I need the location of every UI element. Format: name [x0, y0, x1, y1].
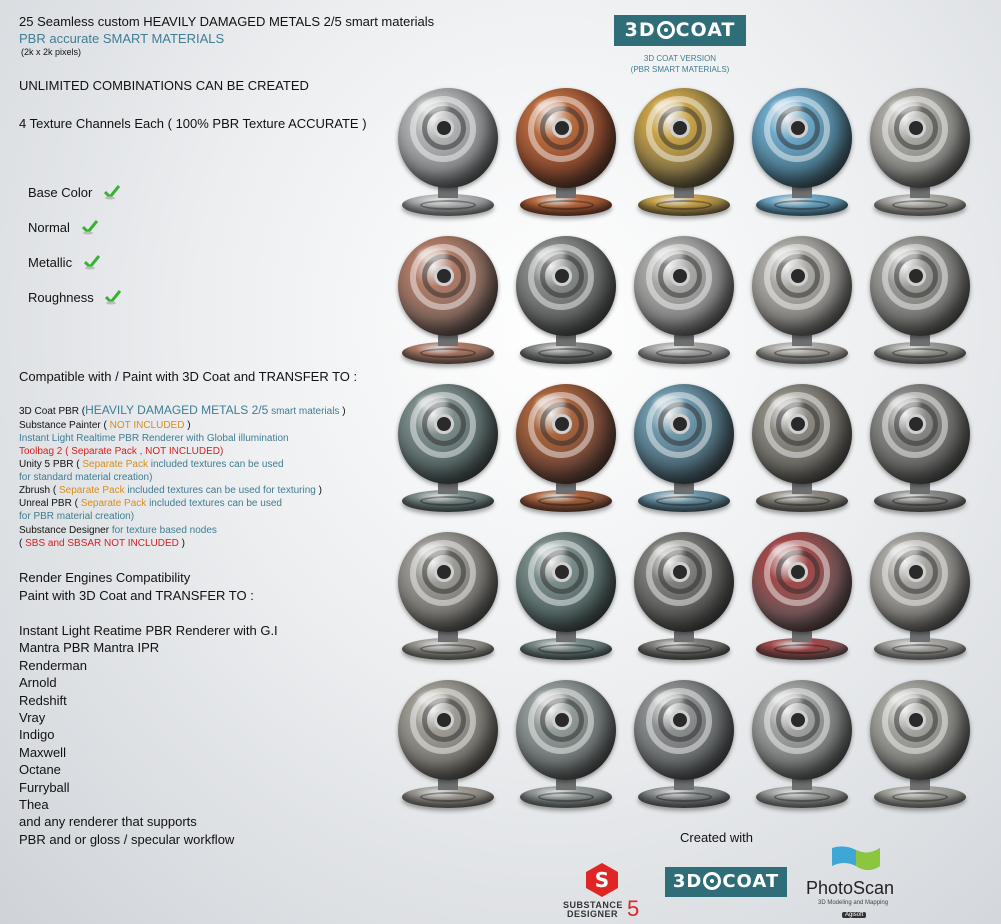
- substance-designer-logo: S SUBSTANCE DESIGNER 5: [563, 862, 643, 918]
- compat-toolbag: Toolbag 2 ( Separate Pack , NOT INCLUDED): [19, 446, 224, 457]
- sphere-spec: [772, 692, 802, 706]
- combinations-text: UNLIMITED COMBINATIONS CAN BE CREATED: [19, 78, 309, 93]
- sphere-spec: [654, 396, 684, 410]
- renderer-item: Maxwell: [19, 744, 66, 760]
- material-sphere: [508, 80, 626, 228]
- material-sphere: [626, 376, 744, 524]
- sphere-base-slot: [892, 496, 948, 506]
- sphere-spec: [654, 248, 684, 262]
- render-subheading: Paint with 3D Coat and TRANSFER TO :: [19, 588, 254, 603]
- sphere-hole: [906, 414, 926, 434]
- renderer-item: Mantra PBR Mantra IPR: [19, 640, 160, 656]
- sphere-ball: [752, 532, 852, 632]
- sphere-ball: [752, 384, 852, 484]
- material-sphere: [508, 672, 626, 820]
- 3dcoat-footer-logo: 3D COAT: [665, 867, 787, 897]
- sphere-spec: [654, 544, 684, 558]
- sphere-hole: [670, 562, 690, 582]
- 3dcoat-logo: 3D COAT: [614, 15, 746, 46]
- sphere-hole: [788, 710, 808, 730]
- compat-substance-painter: Substance Painter ( NOT INCLUDED ): [19, 420, 191, 431]
- sphere-hole: [788, 414, 808, 434]
- sphere-ball: [516, 532, 616, 632]
- sphere-ball: [398, 532, 498, 632]
- material-sphere: [626, 672, 744, 820]
- material-sphere: [508, 228, 626, 376]
- renderer-item: Vray: [19, 710, 46, 726]
- material-sphere: [390, 80, 508, 228]
- compat-sbs-note: ( SBS and SBSAR NOT INCLUDED ): [19, 538, 185, 549]
- material-sphere: [862, 228, 980, 376]
- sphere-base-slot: [538, 348, 594, 358]
- material-sphere: [390, 376, 508, 524]
- material-sphere: [744, 524, 862, 672]
- renderer-item: and any renderer that supports: [19, 814, 197, 830]
- material-sphere: [744, 228, 862, 376]
- renderer-item: Arnold: [19, 675, 57, 691]
- sphere-base-slot: [656, 792, 712, 802]
- photoscan-flag-icon: [830, 844, 882, 870]
- compat-substance-designer: Substance Designer for texture based nodes: [19, 525, 217, 536]
- sphere-base-slot: [538, 644, 594, 654]
- material-sphere: [744, 80, 862, 228]
- sphere-ball: [634, 236, 734, 336]
- sphere-hole: [670, 118, 690, 138]
- channel-metallic: Metallic: [28, 254, 100, 270]
- sphere-base-slot: [656, 496, 712, 506]
- sphere-spec: [654, 100, 684, 114]
- material-sphere: [862, 80, 980, 228]
- sphere-base-slot: [420, 200, 476, 210]
- sphere-spec: [418, 692, 448, 706]
- sphere-hole: [670, 266, 690, 286]
- material-sphere: [862, 524, 980, 672]
- photoscan-logo: PhotoScan 3D Modeling and Mapping Agisoft: [806, 842, 906, 922]
- sphere-hole: [434, 710, 454, 730]
- sphere-ball: [752, 236, 852, 336]
- renderer-item: Octane: [19, 762, 61, 778]
- sphere-base-slot: [774, 348, 830, 358]
- svg-text:S: S: [594, 868, 610, 892]
- sphere-ball: [398, 236, 498, 336]
- sphere-ball: [634, 532, 734, 632]
- checkmark-icon: [82, 219, 98, 235]
- sphere-ball: [398, 680, 498, 780]
- resolution-note: (2k x 2k pixels): [21, 47, 82, 57]
- renderer-item: Redshift: [19, 692, 67, 708]
- sphere-ball: [634, 88, 734, 188]
- checkmark-icon: [105, 289, 121, 305]
- sphere-ball: [516, 680, 616, 780]
- sphere-base-slot: [538, 496, 594, 506]
- render-heading: Render Engines Compatibility: [19, 570, 191, 585]
- renderer-item: Renderman: [19, 657, 87, 673]
- material-preview-grid: [390, 80, 980, 820]
- sphere-ball: [398, 88, 498, 188]
- sphere-spec: [890, 396, 920, 410]
- renderer-item: Furryball: [19, 779, 70, 795]
- material-sphere: [390, 228, 508, 376]
- sphere-base-slot: [420, 792, 476, 802]
- material-sphere: [626, 228, 744, 376]
- product-subtitle: PBR accurate SMART MATERIALS: [19, 31, 225, 46]
- sphere-spec: [536, 396, 566, 410]
- sphere-ball: [870, 680, 970, 780]
- sphere-ball: [870, 384, 970, 484]
- channels-heading: 4 Texture Channels Each ( 100% PBR Texture ACCURATE ): [19, 116, 367, 131]
- sphere-base-slot: [538, 200, 594, 210]
- sphere-ball: [634, 384, 734, 484]
- sphere-hole: [906, 266, 926, 286]
- sphere-spec: [772, 248, 802, 262]
- sphere-base-slot: [892, 200, 948, 210]
- material-sphere: [744, 376, 862, 524]
- sphere-spec: [772, 100, 802, 114]
- sphere-hole: [906, 118, 926, 138]
- material-sphere: [862, 376, 980, 524]
- sphere-ball: [634, 680, 734, 780]
- channel-normal: Normal: [28, 219, 98, 235]
- sphere-hole: [434, 266, 454, 286]
- sphere-hole: [552, 710, 572, 730]
- sphere-base-slot: [892, 644, 948, 654]
- sphere-ball: [870, 532, 970, 632]
- compat-unity-note: for standard material creation): [19, 472, 153, 483]
- sphere-ball: [398, 384, 498, 484]
- sphere-base-slot: [774, 792, 830, 802]
- substance-hexagon-icon: [585, 862, 619, 898]
- channel-roughness: Roughness: [28, 289, 121, 305]
- sphere-hole: [788, 118, 808, 138]
- sphere-spec: [772, 396, 802, 410]
- compat-heading: Compatible with / Paint with 3D Coat and TRANSFER TO :: [19, 369, 358, 384]
- material-sphere: [390, 524, 508, 672]
- renderer-list: [19, 622, 278, 848]
- sphere-spec: [890, 544, 920, 558]
- material-sphere: [508, 524, 626, 672]
- sphere-hole: [434, 414, 454, 434]
- sphere-hole: [670, 710, 690, 730]
- channel-base-color: Base Color: [28, 184, 120, 200]
- material-sphere: [862, 672, 980, 820]
- sphere-hole: [552, 266, 572, 286]
- sphere-hole: [434, 118, 454, 138]
- renderer-item: Indigo: [19, 727, 55, 743]
- sphere-base-slot: [774, 644, 830, 654]
- sphere-ball: [516, 384, 616, 484]
- created-with-label: Created with: [680, 830, 753, 845]
- sphere-spec: [890, 248, 920, 262]
- material-sphere: [744, 672, 862, 820]
- sphere-ball: [516, 236, 616, 336]
- 3dcoat-version-caption: 3D COAT VERSION (PBR SMART MATERIALS): [630, 54, 730, 74]
- sphere-base-slot: [656, 348, 712, 358]
- compat-unreal-note: for PBR material creation): [19, 511, 135, 522]
- renderer-item: PBR and or gloss / specular workflow: [19, 831, 235, 847]
- sphere-base-slot: [420, 348, 476, 358]
- sphere-hole: [434, 562, 454, 582]
- product-title: 25 Seamless custom HEAVILY DAMAGED METALS 2/5 smart materials: [19, 14, 435, 29]
- sphere-base-slot: [892, 348, 948, 358]
- sphere-base-slot: [774, 496, 830, 506]
- coat-logo-icon: [657, 21, 675, 39]
- sphere-base-slot: [656, 200, 712, 210]
- compat-unity: Unity 5 PBR ( Separate Pack included textures can be used: [19, 459, 284, 470]
- sphere-spec: [536, 100, 566, 114]
- sphere-hole: [552, 562, 572, 582]
- sphere-spec: [418, 396, 448, 410]
- material-sphere: [390, 672, 508, 820]
- sphere-spec: [654, 692, 684, 706]
- compat-unreal: Unreal PBR ( Separate Pack included textures can be used: [19, 498, 282, 509]
- sphere-base-slot: [538, 792, 594, 802]
- sphere-hole: [906, 562, 926, 582]
- sphere-spec: [772, 544, 802, 558]
- sphere-spec: [536, 692, 566, 706]
- sphere-base-slot: [656, 644, 712, 654]
- material-sphere: [626, 80, 744, 228]
- checkmark-icon: [104, 184, 120, 200]
- sphere-spec: [890, 692, 920, 706]
- coat-logo-icon: [703, 872, 721, 890]
- sphere-spec: [418, 100, 448, 114]
- sphere-ball: [870, 236, 970, 336]
- sphere-spec: [536, 544, 566, 558]
- sphere-hole: [788, 266, 808, 286]
- sphere-ball: [752, 680, 852, 780]
- sphere-base-slot: [420, 644, 476, 654]
- sphere-spec: [418, 248, 448, 262]
- checkmark-icon: [84, 254, 100, 270]
- compat-instant-light: Instant Light Realtime PBR Renderer with Global illumination: [19, 433, 289, 444]
- sphere-ball: [870, 88, 970, 188]
- sphere-spec: [536, 248, 566, 262]
- sphere-spec: [418, 544, 448, 558]
- sphere-ball: [516, 88, 616, 188]
- material-sphere: [508, 376, 626, 524]
- compat-zbrush: Zbrush ( Separate Pack included textures can be used for texturing ): [19, 485, 322, 496]
- sphere-hole: [552, 118, 572, 138]
- material-sphere: [626, 524, 744, 672]
- sphere-base-slot: [892, 792, 948, 802]
- sphere-hole: [788, 562, 808, 582]
- renderer-item: Thea: [19, 797, 49, 813]
- sphere-spec: [890, 100, 920, 114]
- sphere-base-slot: [420, 496, 476, 506]
- sphere-base-slot: [774, 200, 830, 210]
- sphere-hole: [906, 710, 926, 730]
- renderer-item: Instant Light Reatime PBR Renderer with G.I: [19, 623, 278, 638]
- sphere-hole: [670, 414, 690, 434]
- sphere-hole: [552, 414, 572, 434]
- compat-3dcoat: 3D Coat PBR (HEAVILY DAMAGED METALS 2/5 smart materials ): [19, 403, 346, 417]
- sphere-ball: [752, 88, 852, 188]
